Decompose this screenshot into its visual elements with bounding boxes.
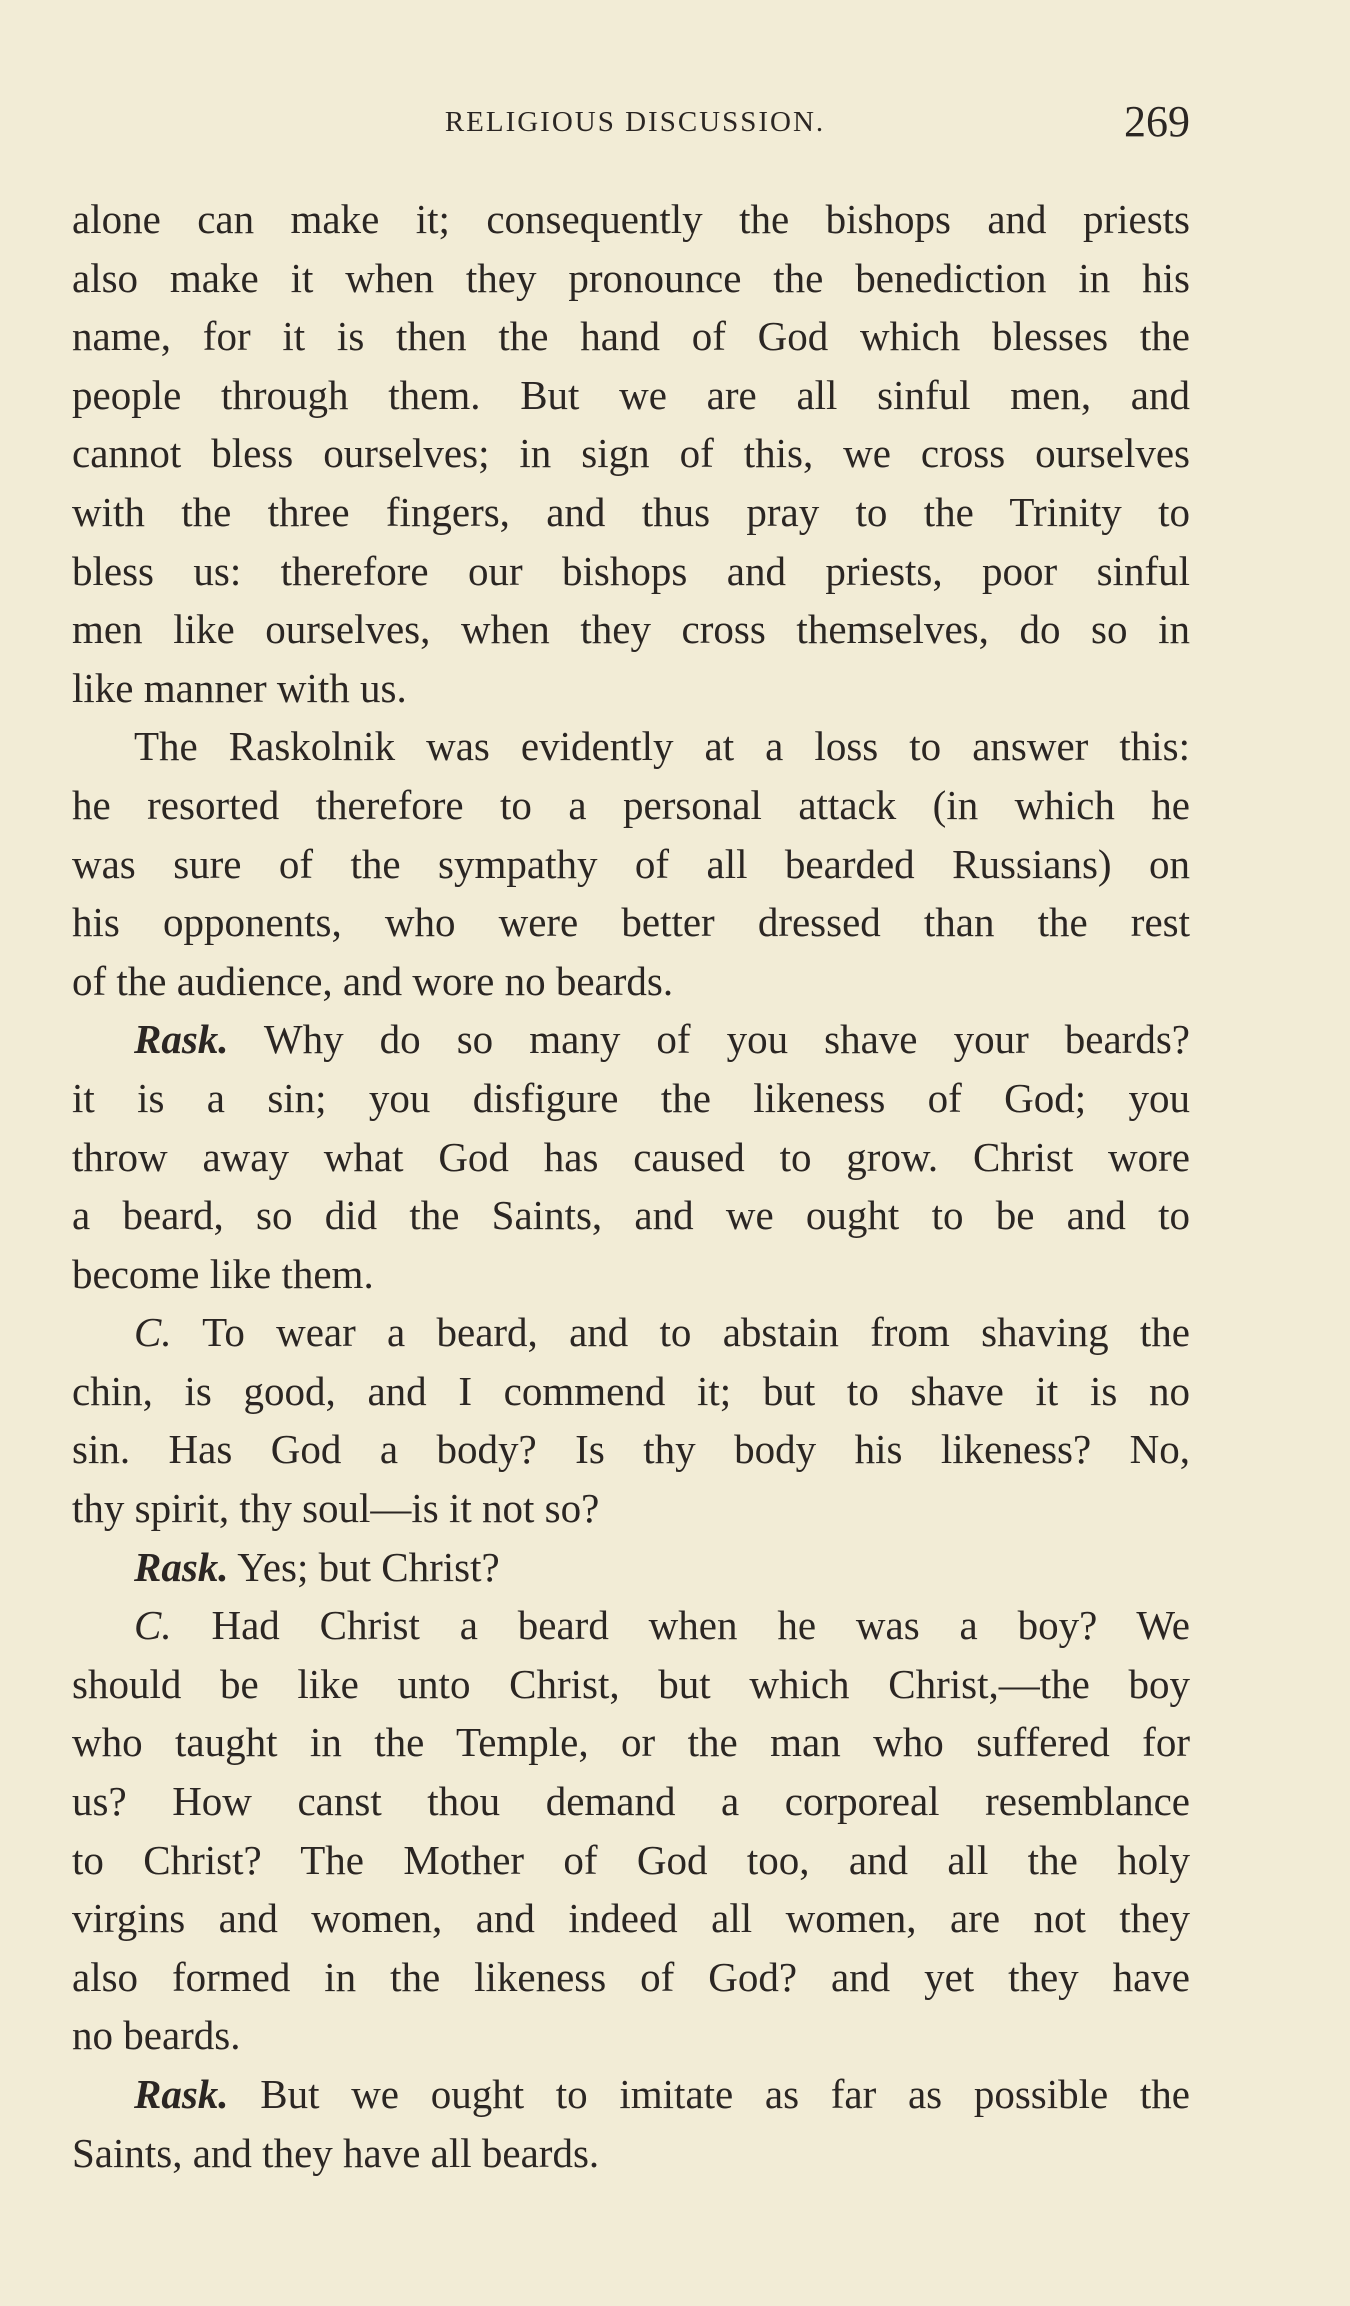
paragraph xyxy=(72,1303,1190,1537)
text-line xyxy=(72,1948,1190,2007)
line-text: his opponents, who were better dressed than the rest xyxy=(72,899,1190,946)
line-text: to Christ? The Mother of God too, and all the holy xyxy=(72,1836,1190,1883)
line-text: But we ought to imitate as far as possible the xyxy=(228,2071,1190,2117)
text-line xyxy=(72,1186,1190,1245)
text-line xyxy=(72,190,1190,249)
text-line xyxy=(72,1479,1190,1538)
text-line xyxy=(72,659,1190,718)
line-text: of the audience, and wore no beards. xyxy=(72,957,674,1004)
text-line xyxy=(72,1538,1190,1597)
text-line xyxy=(72,1420,1190,1479)
paragraph xyxy=(72,1596,1190,2065)
line-text: bless us: therefore our bishops and priests, poor sinful xyxy=(72,547,1190,594)
speaker-label: C. xyxy=(134,1309,172,1356)
line-text: like manner with us. xyxy=(72,664,407,711)
speaker-label: Rask. xyxy=(134,1543,229,1590)
text-line xyxy=(72,1069,1190,1128)
line-text: also make it when they pronounce the benediction in his xyxy=(72,254,1190,301)
paragraph xyxy=(72,1010,1190,1303)
line-text: cannot bless ourselves; in sign of this, we cross ourselves xyxy=(72,430,1190,477)
line-text: people through them. But we are all sinful men, and xyxy=(72,371,1190,418)
line-text: thy spirit, thy soul—is it not so? xyxy=(72,1485,600,1532)
line-text: alone can make it; consequently the bishops and priests xyxy=(72,196,1190,242)
text-line xyxy=(72,776,1190,835)
line-text: Yes; but Christ? xyxy=(228,1543,500,1590)
paragraph xyxy=(72,717,1190,1010)
running-title: RELIGIOUS DISCUSSION. xyxy=(444,106,826,138)
text-line xyxy=(72,483,1190,542)
text-line xyxy=(72,2006,1190,2065)
speaker-label: Rask. xyxy=(134,2071,229,2117)
line-text: it is a sin; you disfigure the likeness of God; you xyxy=(72,1074,1190,1121)
page-number: 269 xyxy=(1124,97,1190,146)
body-text xyxy=(72,190,1190,2182)
speaker-label: Rask. xyxy=(134,1016,229,1063)
text-line xyxy=(72,600,1190,659)
line-text: Why do so many of you shave your beards? xyxy=(228,1016,1190,1063)
line-text: throw away what God has caused to grow. Christ wore xyxy=(72,1133,1190,1180)
line-text: who taught in the Temple, or the man who suffered for xyxy=(72,1719,1190,1766)
line-text: To wear a beard, and to abstain from shaving the xyxy=(171,1309,1190,1356)
line-text: Had Christ a beard when he was a boy? We xyxy=(171,1602,1190,1649)
text-line xyxy=(72,1128,1190,1187)
text-line xyxy=(72,2124,1190,2183)
speaker-label: C. xyxy=(134,1602,172,1649)
paragraph xyxy=(72,190,1190,717)
line-text: Saints, and they have all beards. xyxy=(72,2129,600,2176)
text-line xyxy=(72,366,1190,425)
line-text: no beards. xyxy=(72,2012,241,2059)
text-line xyxy=(72,1596,1190,1655)
line-text: sin. Has God a body? Is thy body his likeness? No, xyxy=(72,1426,1190,1473)
text-line xyxy=(72,1655,1190,1714)
text-line xyxy=(72,717,1190,776)
text-line xyxy=(72,952,1190,1011)
text-line xyxy=(72,1303,1190,1362)
line-text: chin, is good, and I commend it; but to shave it is no xyxy=(72,1367,1190,1414)
text-line xyxy=(72,1831,1190,1890)
text-line xyxy=(72,893,1190,952)
line-text: was sure of the sympathy of all bearded Russians) on xyxy=(72,840,1190,887)
text-line xyxy=(72,1889,1190,1948)
line-text: us? How canst thou demand a corporeal resemblance xyxy=(72,1778,1190,1825)
line-text: men like ourselves, when they cross themselves, do so in xyxy=(72,606,1190,653)
text-line xyxy=(72,1362,1190,1421)
text-line xyxy=(72,424,1190,483)
paragraph xyxy=(72,1538,1190,1597)
text-line xyxy=(72,249,1190,308)
line-text: should be like unto Christ, but which Christ,—the boy xyxy=(72,1660,1190,1707)
line-text: name, for it is then the hand of God which blesses the xyxy=(72,313,1190,360)
line-text: also formed in the likeness of God? and yet they have xyxy=(72,1953,1190,2000)
paragraph xyxy=(72,2065,1190,2182)
line-text: The Raskolnik was evidently at a loss to answer this: xyxy=(134,723,1190,770)
line-text: become like them. xyxy=(72,1250,374,1297)
text-line xyxy=(72,307,1190,366)
line-text: with the three fingers, and thus pray to the Trinity to xyxy=(72,488,1190,535)
line-text: virgins and women, and indeed all women, are not they xyxy=(72,1895,1190,1942)
text-line xyxy=(72,1713,1190,1772)
text-line xyxy=(72,1772,1190,1831)
text-line xyxy=(72,835,1190,894)
running-head xyxy=(80,96,1190,156)
line-text: he resorted therefore to a personal attack (in which he xyxy=(72,781,1190,828)
text-line xyxy=(72,2065,1190,2124)
text-line xyxy=(72,1010,1190,1069)
line-text: a beard, so did the Saints, and we ought to be and to xyxy=(72,1192,1190,1239)
text-line xyxy=(72,542,1190,601)
text-line xyxy=(72,1245,1190,1304)
